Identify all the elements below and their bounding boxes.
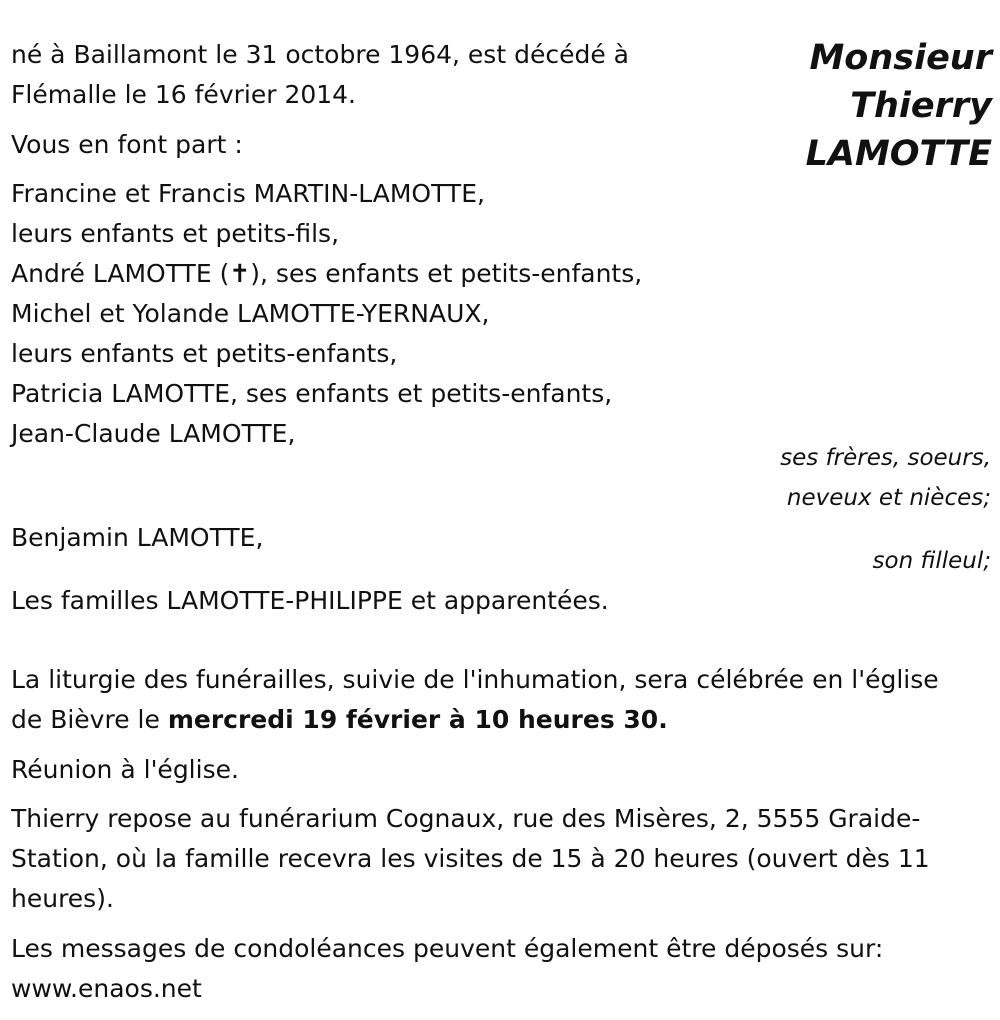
meeting-line: Réunion à l'église. [11, 755, 239, 784]
ceremony-line-1: La liturgie des funérailles, suivie de l'inhumation, sera célébrée en l'église [11, 665, 939, 694]
deceased-first-name: Thierry [850, 86, 992, 126]
announce-intro: Vous en font part : [11, 130, 243, 159]
condolences-website[interactable]: www.enaos.net [11, 974, 202, 1003]
ceremony-line-2 [11, 700, 668, 740]
godson-name: Benjamin LAMOTTE, [11, 523, 264, 552]
families-line: Les familles LAMOTTE-PHILIPPE et apparentées. [11, 586, 609, 615]
family-line: Patricia LAMOTTE, ses enfants et petits-enfants, [11, 379, 613, 408]
visitation-line-2: Station, où la famille recevra les visites de 15 à 20 heures (ouvert dès 11 [11, 844, 930, 873]
condolences-line: Les messages de condoléances peuvent également être déposés sur: [11, 934, 884, 963]
siblings-role-line-2: neveux et nièces; [786, 485, 991, 511]
family-line: leurs enfants et petits-enfants, [11, 339, 398, 368]
deceased-title: Monsieur [809, 38, 992, 78]
godson-role: son filleul; [872, 548, 991, 574]
deceased-last-name: LAMOTTE [805, 134, 992, 174]
birth-line-2: Flémalle le 16 février 2014. [11, 80, 357, 109]
family-line: Jean-Claude LAMOTTE, [11, 419, 296, 448]
birth-line-1: né à Baillamont le 31 octobre 1964, est décédé à [11, 40, 629, 69]
ceremony-date: mercredi 19 février à 10 heures 30. [167, 705, 668, 734]
siblings-role-line-1: ses frères, soeurs, [780, 445, 991, 471]
visitation-line-1: Thierry repose au funérarium Cognaux, rue des Misères, 2, 5555 Graide- [11, 804, 921, 833]
ceremony-place: de Bièvre le [11, 705, 168, 734]
family-line: Michel et Yolande LAMOTTE-YERNAUX, [11, 299, 490, 328]
family-line: leurs enfants et petits-fils, [11, 219, 340, 248]
family-line: Francine et Francis MARTIN-LAMOTTE, [11, 179, 485, 208]
visitation-line-3: heures). [11, 884, 114, 913]
family-line: André LAMOTTE (✝), ses enfants et petits-enfants, [11, 259, 643, 288]
deceased-name-block [806, 34, 992, 178]
